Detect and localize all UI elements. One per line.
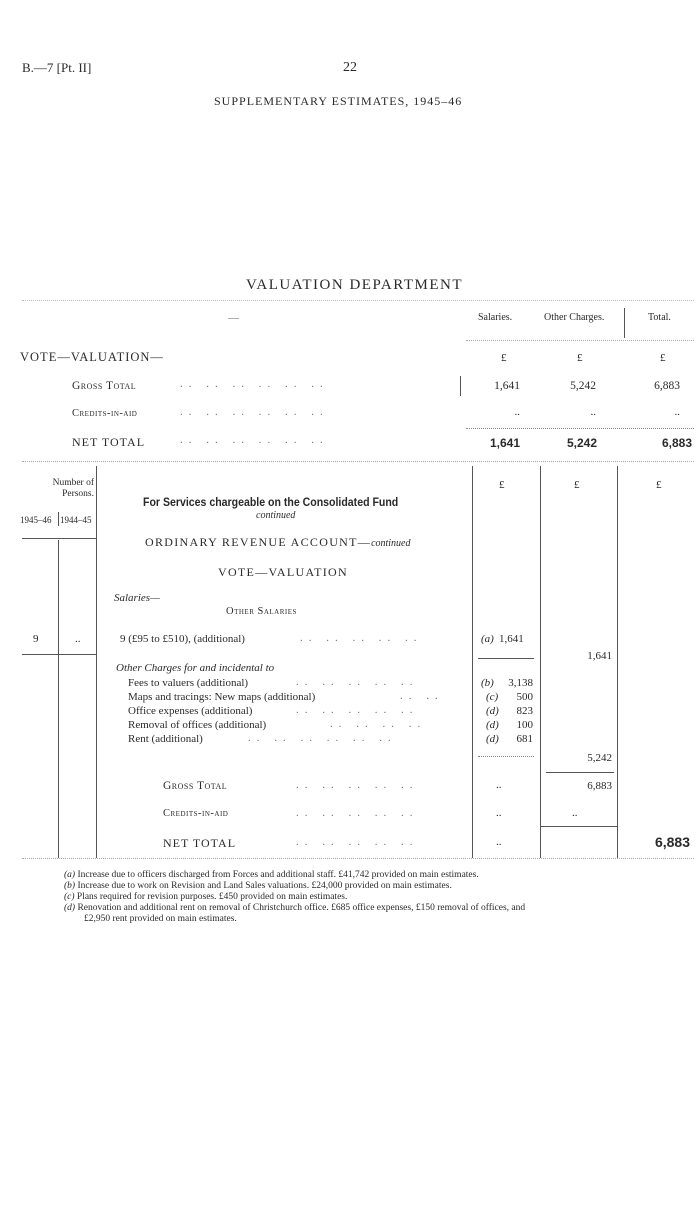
gross-salaries: .. bbox=[496, 779, 502, 791]
leader-dots: .. .. .. .. .. bbox=[296, 676, 419, 688]
divider bbox=[22, 858, 694, 859]
salaries-subtotal: 1,641 bbox=[587, 650, 612, 662]
vote-label: VOTE—VALUATION— bbox=[20, 350, 164, 364]
divider bbox=[22, 300, 694, 301]
footnote-ref: (a) bbox=[481, 633, 494, 645]
vote-heading: VOTE—VALUATION bbox=[218, 565, 348, 579]
divider bbox=[617, 466, 618, 858]
gross-total-total: 6,883 bbox=[654, 380, 680, 392]
salary-line-amount: 1,641 bbox=[499, 633, 524, 645]
other-salaries-heading: Other Salaries bbox=[226, 606, 297, 617]
divider bbox=[546, 772, 614, 773]
column-header-salaries: Salaries. bbox=[478, 312, 513, 323]
leader-dots: .. .. .. .. .. .. bbox=[180, 434, 329, 446]
divider bbox=[58, 540, 59, 858]
credits-in-aid-label: Credits-in-aid bbox=[163, 808, 229, 819]
divider bbox=[478, 756, 534, 757]
column-header-blank: — bbox=[228, 312, 239, 324]
net-total-label: NET TOTAL bbox=[163, 836, 237, 850]
gross-total-value: 6,883 bbox=[587, 780, 612, 792]
other-charges-heading: Other Charges for and incidental to bbox=[116, 662, 275, 674]
footnote-ref: (d) bbox=[486, 733, 499, 745]
divider bbox=[540, 466, 541, 858]
currency-symbol: £ bbox=[574, 479, 580, 491]
divider bbox=[22, 654, 96, 655]
leader-dots: .. .. .. .. .. .. bbox=[180, 406, 329, 418]
divider bbox=[624, 308, 625, 338]
credits-value: .. bbox=[572, 807, 578, 819]
footnote: (a) Increase due to officers discharged from Forces and additional staff. £41,742 provided on main estimates. bbox=[64, 870, 479, 880]
footnote: (d) Renovation and additional rent on removal of Christchurch office. £685 office expenses, £150 removal of offices, and bbox=[64, 903, 526, 913]
gross-total-salaries: 1,641 bbox=[494, 380, 520, 392]
page-title: SUPPLEMENTARY ESTIMATES, 1945–46 bbox=[214, 94, 463, 108]
persons-1945: 9 bbox=[33, 633, 39, 645]
fund-heading: For Services chargeable on the Consolidated Fund bbox=[143, 495, 399, 509]
footnote-ref: (c) bbox=[486, 691, 499, 703]
year-1944-45: 1944–45 bbox=[60, 515, 92, 525]
charge-label: Fees to valuers (additional) bbox=[128, 677, 249, 689]
charge-label: Office expenses (additional) bbox=[128, 705, 253, 717]
credits-in-aid-label: Credits-in-aid bbox=[72, 408, 138, 419]
footnote-ref: (d) bbox=[486, 705, 499, 717]
gross-total-label: Gross Total bbox=[163, 780, 228, 792]
divider bbox=[22, 538, 96, 539]
currency-symbol: £ bbox=[577, 352, 583, 364]
charge-amount: 823 bbox=[516, 705, 533, 717]
leader-dots: .. .. .. .. .. .. bbox=[180, 378, 329, 390]
footnote-continuation: £2,950 rent provided on main estimates. bbox=[84, 914, 237, 924]
leader-dots: .. .. .. .. .. bbox=[296, 836, 419, 848]
charge-label: Rent (additional) bbox=[128, 733, 203, 745]
footnote-ref: (b) bbox=[481, 677, 494, 689]
divider bbox=[22, 461, 694, 462]
net-salaries: .. bbox=[496, 836, 502, 848]
persons-1944: .. bbox=[75, 633, 81, 645]
leader-dots: .. .. .. .. .. bbox=[296, 704, 419, 716]
footnote-ref: (d) bbox=[486, 719, 499, 731]
leader-dots: .. .. .. .. .. .. bbox=[248, 732, 397, 744]
column-header-other-charges: Other Charges. bbox=[544, 312, 605, 323]
net-total-value: 6,883 bbox=[654, 834, 690, 850]
divider bbox=[460, 376, 461, 396]
footnote: (b) Increase due to work on Revision and Land Sales valuations. £24,000 provided on main estimates. bbox=[64, 881, 452, 891]
leader-dots: .. .. .. .. .. bbox=[296, 807, 419, 819]
currency-symbol: £ bbox=[660, 352, 666, 364]
charge-label: Removal of offices (additional) bbox=[128, 719, 267, 731]
leader-dots: .. .. .. .. bbox=[330, 718, 427, 730]
page-reference: B.—7 [Pt. II] bbox=[22, 60, 92, 75]
leader-dots: .. .. bbox=[400, 690, 444, 702]
gross-total-label: Gross Total bbox=[72, 380, 137, 392]
currency-symbol: £ bbox=[501, 352, 507, 364]
divider bbox=[478, 658, 534, 659]
leader-dots: .. .. .. .. .. bbox=[296, 779, 419, 791]
divider bbox=[96, 466, 97, 858]
divider bbox=[540, 826, 617, 827]
account-heading: ORDINARY REVENUE ACCOUNT—continued bbox=[145, 535, 411, 549]
divider bbox=[466, 428, 694, 429]
charge-amount: 3,138 bbox=[508, 677, 533, 689]
department-title: VALUATION DEPARTMENT bbox=[246, 277, 464, 293]
salary-line-text: 9 (£95 to £510), (additional) bbox=[120, 633, 245, 645]
persons-header: Number of Persons. bbox=[52, 478, 94, 499]
divider bbox=[58, 512, 59, 526]
gross-total-other: 5,242 bbox=[570, 380, 596, 392]
credits-salaries: .. bbox=[514, 406, 520, 418]
currency-symbol: £ bbox=[499, 479, 505, 491]
divider bbox=[466, 340, 694, 341]
charge-amount: 100 bbox=[516, 719, 533, 731]
divider bbox=[472, 466, 473, 858]
fund-heading-continued: continued bbox=[256, 510, 296, 521]
leader-dots: .. .. .. .. .. bbox=[300, 632, 423, 644]
page-number: 22 bbox=[343, 60, 357, 75]
net-total-total: 6,883 bbox=[661, 436, 692, 450]
net-total-label: NET TOTAL bbox=[72, 435, 146, 449]
salaries-heading: Salaries— bbox=[114, 592, 160, 604]
credits-other: .. bbox=[590, 406, 596, 418]
credits-salaries: .. bbox=[496, 807, 502, 819]
charge-amount: 681 bbox=[516, 733, 533, 745]
charges-subtotal: 5,242 bbox=[587, 752, 612, 764]
currency-symbol: £ bbox=[656, 479, 662, 491]
net-total-salaries: 1,641 bbox=[489, 436, 520, 450]
footnote: (c) Plans required for revision purposes. £450 provided on main estimates. bbox=[64, 892, 348, 902]
column-header-total: Total. bbox=[648, 312, 671, 323]
credits-total: .. bbox=[674, 406, 680, 418]
net-total-other: 5,242 bbox=[566, 436, 597, 450]
charge-label: Maps and tracings: New maps (additional) bbox=[128, 691, 316, 703]
year-1945-46: 1945–46 bbox=[20, 515, 52, 525]
charge-amount: 500 bbox=[516, 691, 533, 703]
